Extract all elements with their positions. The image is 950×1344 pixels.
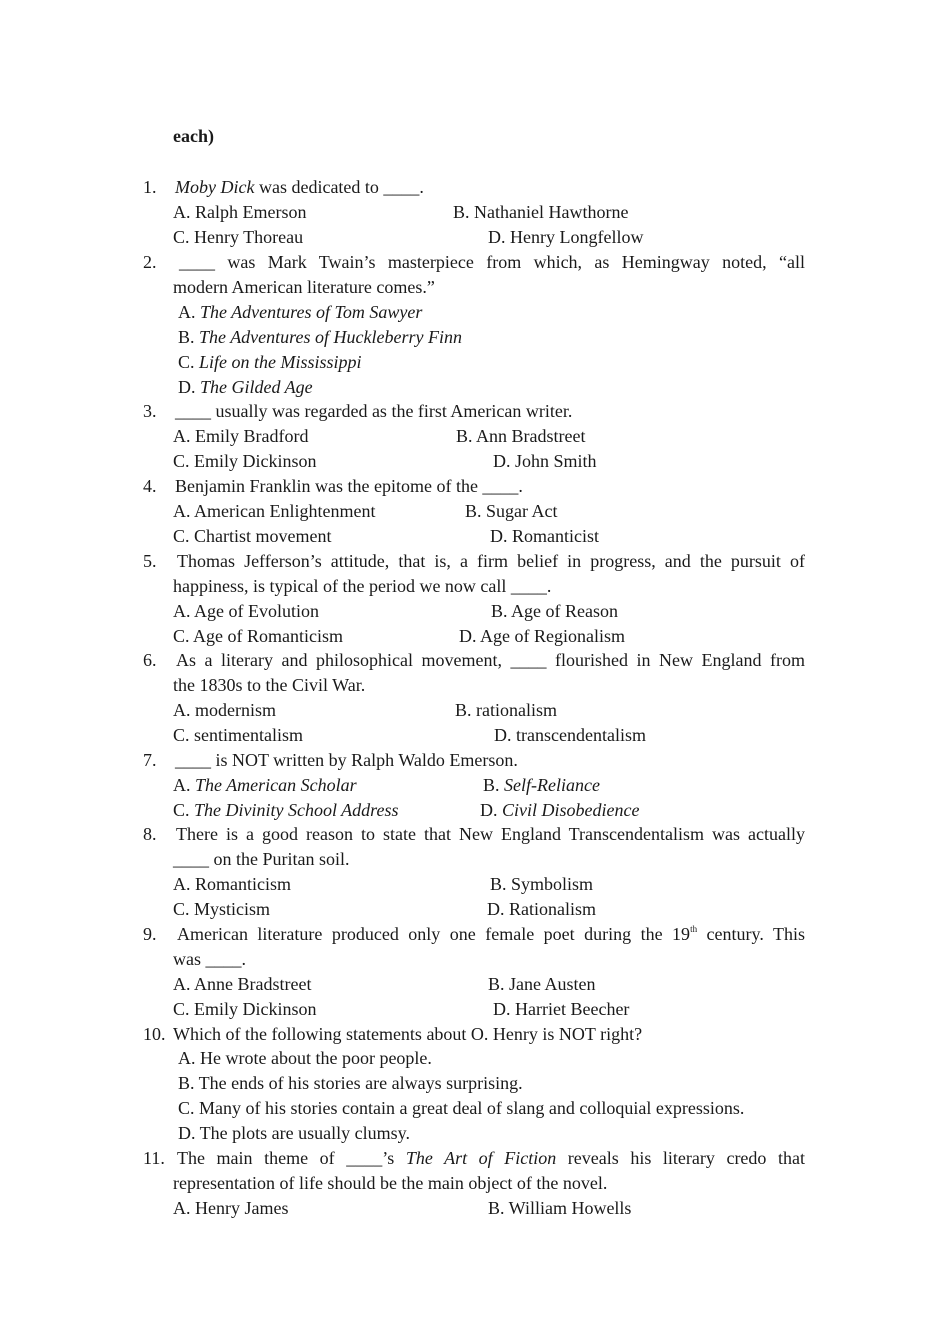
- q7-option-c: C. The Divinity School Address: [173, 800, 399, 820]
- question-1-title: Moby Dick: [175, 177, 255, 197]
- question-5-line-2: happiness, is typical of the period we now call ____.: [173, 576, 552, 596]
- q7-option-b: B. Self-Reliance: [483, 775, 600, 795]
- question-11-line-1: The main theme of ____’s The Art of Fiction reveals his literary credo that: [177, 1148, 805, 1168]
- question-1-number: 1.: [143, 177, 157, 197]
- q8-option-b: B. Symbolism: [490, 874, 594, 894]
- q11-option-b: B. William Howells: [488, 1198, 632, 1218]
- q7-option-a: A. The American Scholar: [173, 775, 357, 795]
- q5-option-d: D. Age of Regionalism: [459, 626, 625, 646]
- question-3-number: 3.: [143, 401, 157, 421]
- q7-option-d: D. Civil Disobedience: [480, 800, 640, 820]
- q3-option-b: B. Ann Bradstreet: [456, 426, 586, 446]
- q2-option-c: C. Life on the Mississippi: [178, 352, 362, 372]
- question-6-line-1: As a literary and philosophical movement, ____ flourished in New England from: [176, 650, 805, 670]
- question-5-line-1: Thomas Jefferson’s attitude, that is, a firm belief in progress, and the pursuit of: [177, 551, 805, 571]
- question-5-number: 5.: [143, 551, 157, 571]
- question-6-number: 6.: [143, 650, 157, 670]
- q10-option-b: B. The ends of his stories are always surprising.: [178, 1073, 523, 1093]
- question-7-text: ____ is NOT written by Ralph Waldo Emerson.: [175, 750, 518, 770]
- question-7-number: 7.: [143, 750, 157, 770]
- q4-option-d: D. Romanticist: [490, 526, 599, 546]
- q2-option-a: A. The Adventures of Tom Sawyer: [178, 302, 423, 322]
- q10-option-a: A. He wrote about the poor people.: [178, 1048, 432, 1068]
- q9-option-b: B. Jane Austen: [488, 974, 596, 994]
- q3-option-a: A. Emily Bradford: [173, 426, 309, 446]
- q8-option-a: A. Romanticism: [173, 874, 291, 894]
- question-4-text: Benjamin Franklin was the epitome of the ____.: [175, 476, 523, 496]
- question-2-line-2: modern American literature comes.”: [173, 277, 435, 297]
- q11-option-a: A. Henry James: [173, 1198, 289, 1218]
- question-9-line-2: was ____.: [173, 949, 246, 969]
- q2-option-b: B. The Adventures of Huckleberry Finn: [178, 327, 462, 347]
- q3-option-d: D. John Smith: [493, 451, 597, 471]
- q1-option-c: C. Henry Thoreau: [173, 227, 304, 247]
- q5-option-c: C. Age of Romanticism: [173, 626, 343, 646]
- question-2-number: 2.: [143, 252, 157, 272]
- question-6-line-2: the 1830s to the Civil War.: [173, 675, 366, 695]
- question-8-number: 8.: [143, 824, 157, 844]
- q9-option-d: D. Harriet Beecher: [493, 999, 630, 1019]
- question-3-text: ____ usually was regarded as the first American writer.: [175, 401, 573, 421]
- q1-option-d: D. Henry Longfellow: [488, 227, 644, 247]
- q1-option-b: B. Nathaniel Hawthorne: [453, 202, 629, 222]
- q9-option-a: A. Anne Bradstreet: [173, 974, 312, 994]
- question-9-number: 9.: [143, 924, 157, 944]
- q6-option-c: C. sentimentalism: [173, 725, 303, 745]
- superscript-th: th: [690, 924, 698, 934]
- question-1-stem: was dedicated to ____.: [254, 177, 424, 197]
- question-10-text: Which of the following statements about O. Henry is NOT right?: [173, 1024, 643, 1044]
- question-9-line-1: American literature produced only one female poet during the 19th century. This: [177, 924, 805, 944]
- question-11-title: The Art of Fiction: [405, 1148, 557, 1168]
- question-1-text: [175, 177, 424, 197]
- q4-option-c: C. Chartist movement: [173, 526, 332, 546]
- q8-option-d: D. Rationalism: [487, 899, 596, 919]
- question-8-line-1: There is a good reason to state that New England Transcendentalism was actually: [176, 824, 805, 844]
- q6-option-a: A. modernism: [173, 700, 276, 720]
- q8-option-c: C. Mysticism: [173, 899, 271, 919]
- question-11-line-2: representation of life should be the main object of the novel.: [173, 1173, 608, 1193]
- q10-option-d: D. The plots are usually clumsy.: [178, 1123, 410, 1143]
- question-2-line-1: ____ was Mark Twain’s masterpiece from which, as Hemingway noted, “all: [179, 252, 805, 272]
- q6-option-d: D. transcendentalism: [494, 725, 646, 745]
- question-8-line-2: ____ on the Puritan soil.: [173, 849, 350, 869]
- question-11-number: 11.: [143, 1148, 165, 1168]
- q4-option-a: A. American Enlightenment: [173, 501, 376, 521]
- question-10-number: 10.: [143, 1024, 166, 1044]
- q9-option-c: C. Emily Dickinson: [173, 999, 317, 1019]
- q1-option-a: A. Ralph Emerson: [173, 202, 307, 222]
- q5-option-a: A. Age of Evolution: [173, 601, 319, 621]
- q3-option-c: C. Emily Dickinson: [173, 451, 317, 471]
- section-heading-fragment: each): [173, 126, 214, 146]
- q10-option-c: C. Many of his stories contain a great deal of slang and colloquial expressions.: [178, 1098, 745, 1118]
- q2-option-d: D. The Gilded Age: [178, 377, 313, 397]
- q4-option-b: B. Sugar Act: [465, 501, 558, 521]
- question-4-number: 4.: [143, 476, 157, 496]
- q6-option-b: B. rationalism: [455, 700, 557, 720]
- q5-option-b: B. Age of Reason: [491, 601, 618, 621]
